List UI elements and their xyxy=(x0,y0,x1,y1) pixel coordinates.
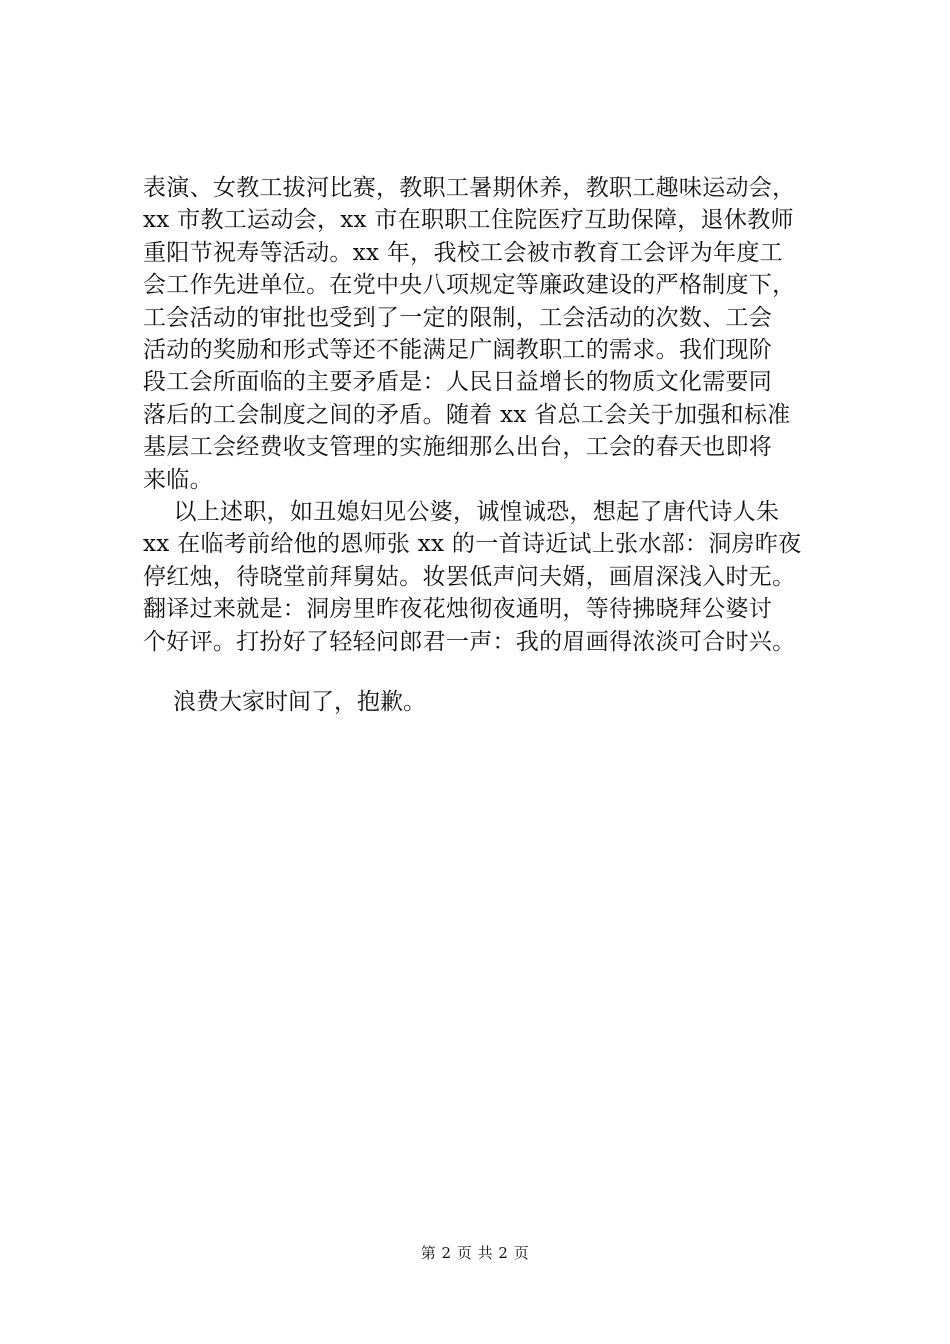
text-line: 落后的工会制度之间的矛盾。随着 xx 省总工会关于加强和标准 xyxy=(143,401,791,428)
text-line: 翻译过来就是：洞房里昨夜花烛彻夜通明，等待拂晓拜公婆讨 xyxy=(143,596,773,623)
text-line: 来临。 xyxy=(143,466,213,493)
text-line: 工会活动的审批也受到了一定的限制，工会活动的次数、工会 xyxy=(143,304,773,331)
text-line: xx 在临考前给他的恩师张 xx 的一首诗近试上张水部：洞房昨夜 xyxy=(143,531,802,558)
text-line: 段工会所面临的主要矛盾是：人民日益增长的物质文化需要同 xyxy=(143,369,773,396)
paragraph-activities xyxy=(143,172,815,496)
text-line: 基层工会经费收支管理的实施细那么出台，工会的春天也即将 xyxy=(143,434,773,461)
page-footer: 第 2 页 共 2 页 xyxy=(420,1244,530,1262)
text-line: 以上述职，如丑媳妇见公婆，诚惶诚恐，想起了唐代诗人朱 xyxy=(143,499,780,526)
text-line: 重阳节祝寿等活动。xx 年，我校工会被市教育工会评为年度工 xyxy=(143,239,783,266)
closing-remark: 浪费大家时间了，抱歉。 xyxy=(173,689,426,716)
text-line: 表演、女教工拔河比赛，教职工暑期休养，教职工趣味运动会， xyxy=(143,175,796,201)
text-line: xx 市教工运动会，xx 市在职职工住院医疗互助保障，退休教师 xyxy=(143,207,794,234)
text-line: 个好评。打扮好了轻轻问郎君一声：我的眉画得浓淡可合时兴。 xyxy=(143,628,796,655)
text-line: 活动的奖励和形式等还不能满足广阔教职工的需求。我们现阶 xyxy=(143,337,773,364)
paragraph-poem xyxy=(143,496,815,658)
text-line: 停红烛，待晓堂前拜舅姑。妆罢低声问夫婿，画眉深浅入时无。 xyxy=(143,563,796,590)
text-line: 会工作先进单位。在党中央八项规定等廉政建设的严格制度下， xyxy=(143,272,796,299)
document-body xyxy=(143,172,815,741)
